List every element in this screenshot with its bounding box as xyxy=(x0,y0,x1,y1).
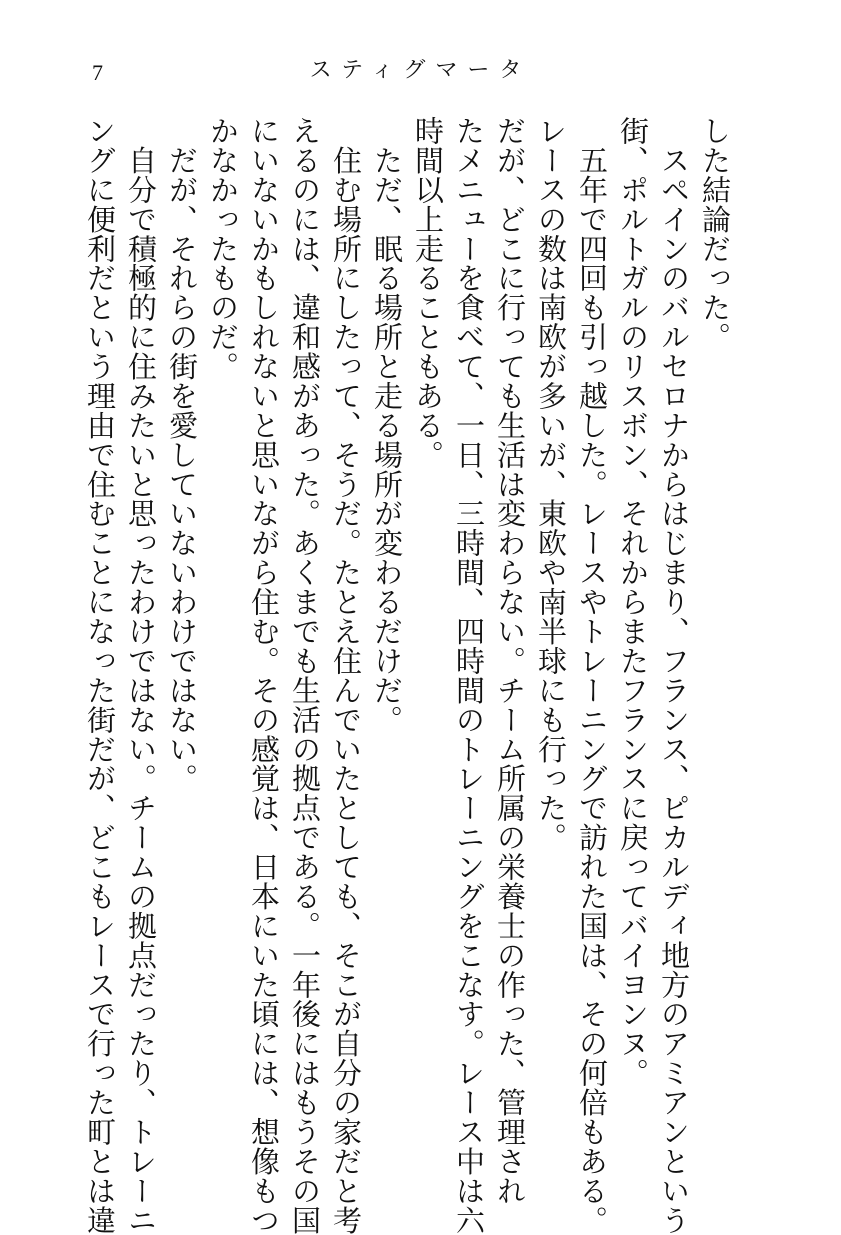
text-line: した結論だった。 xyxy=(698,116,732,352)
text-line: ただ、眠る場所と走る場所が変わるだけだ。 xyxy=(370,116,404,735)
body-text xyxy=(79,116,735,1235)
text-line: スペインのバルセロナからはじまり、フランス、ピカルディ地方のアミアンという xyxy=(657,116,691,1235)
text-line: 時間以上走ることもある。 xyxy=(411,116,445,470)
text-line: ングに便利だという理由で住むことになった街だが、どこもレースで行った町とは違 xyxy=(83,116,117,1235)
text-line: レースの数は南欧が多いが、東欧や南半球にも行った。 xyxy=(534,116,568,852)
text-line: 自分で積極的に住みたいと思ったわけではない。チームの拠点だったり、トレーニ xyxy=(124,116,158,1235)
text-line: だが、それらの街を愛していないわけではない。 xyxy=(165,116,199,794)
running-title: スティグマータ xyxy=(309,58,532,83)
text-line: えるのには、違和感があった。あくまでも生活の拠点である。一年後にはもうその国 xyxy=(288,116,322,1235)
text-line: だが、どこに行っても生活は変わらない。チーム所属の栄養士の作った、管理され xyxy=(493,116,527,1206)
text-line: たメニューを食べて、一日、三時間、四時間のトレーニングをこなす。レース中は六 xyxy=(452,116,486,1235)
text-line: 住む場所にしたって、そうだ。たとえ住んでいたとしても、そこが自分の家だと考 xyxy=(329,116,363,1235)
page-number: 7 xyxy=(92,60,103,85)
text-line: 五年で四回も引っ越した。レースやトレーニングで訪れた国は、その何倍もある。 xyxy=(575,116,609,1235)
text-line: にいないかもしれないと思いながら住む。その感覚は、日本にいた頃には、想像もつ xyxy=(247,116,281,1235)
text-line: かなかったものだ。 xyxy=(206,116,240,381)
text-line: 街、ポルトガルのリスボン、それからまたフランスに戻ってバイヨンヌ。 xyxy=(616,116,650,1088)
